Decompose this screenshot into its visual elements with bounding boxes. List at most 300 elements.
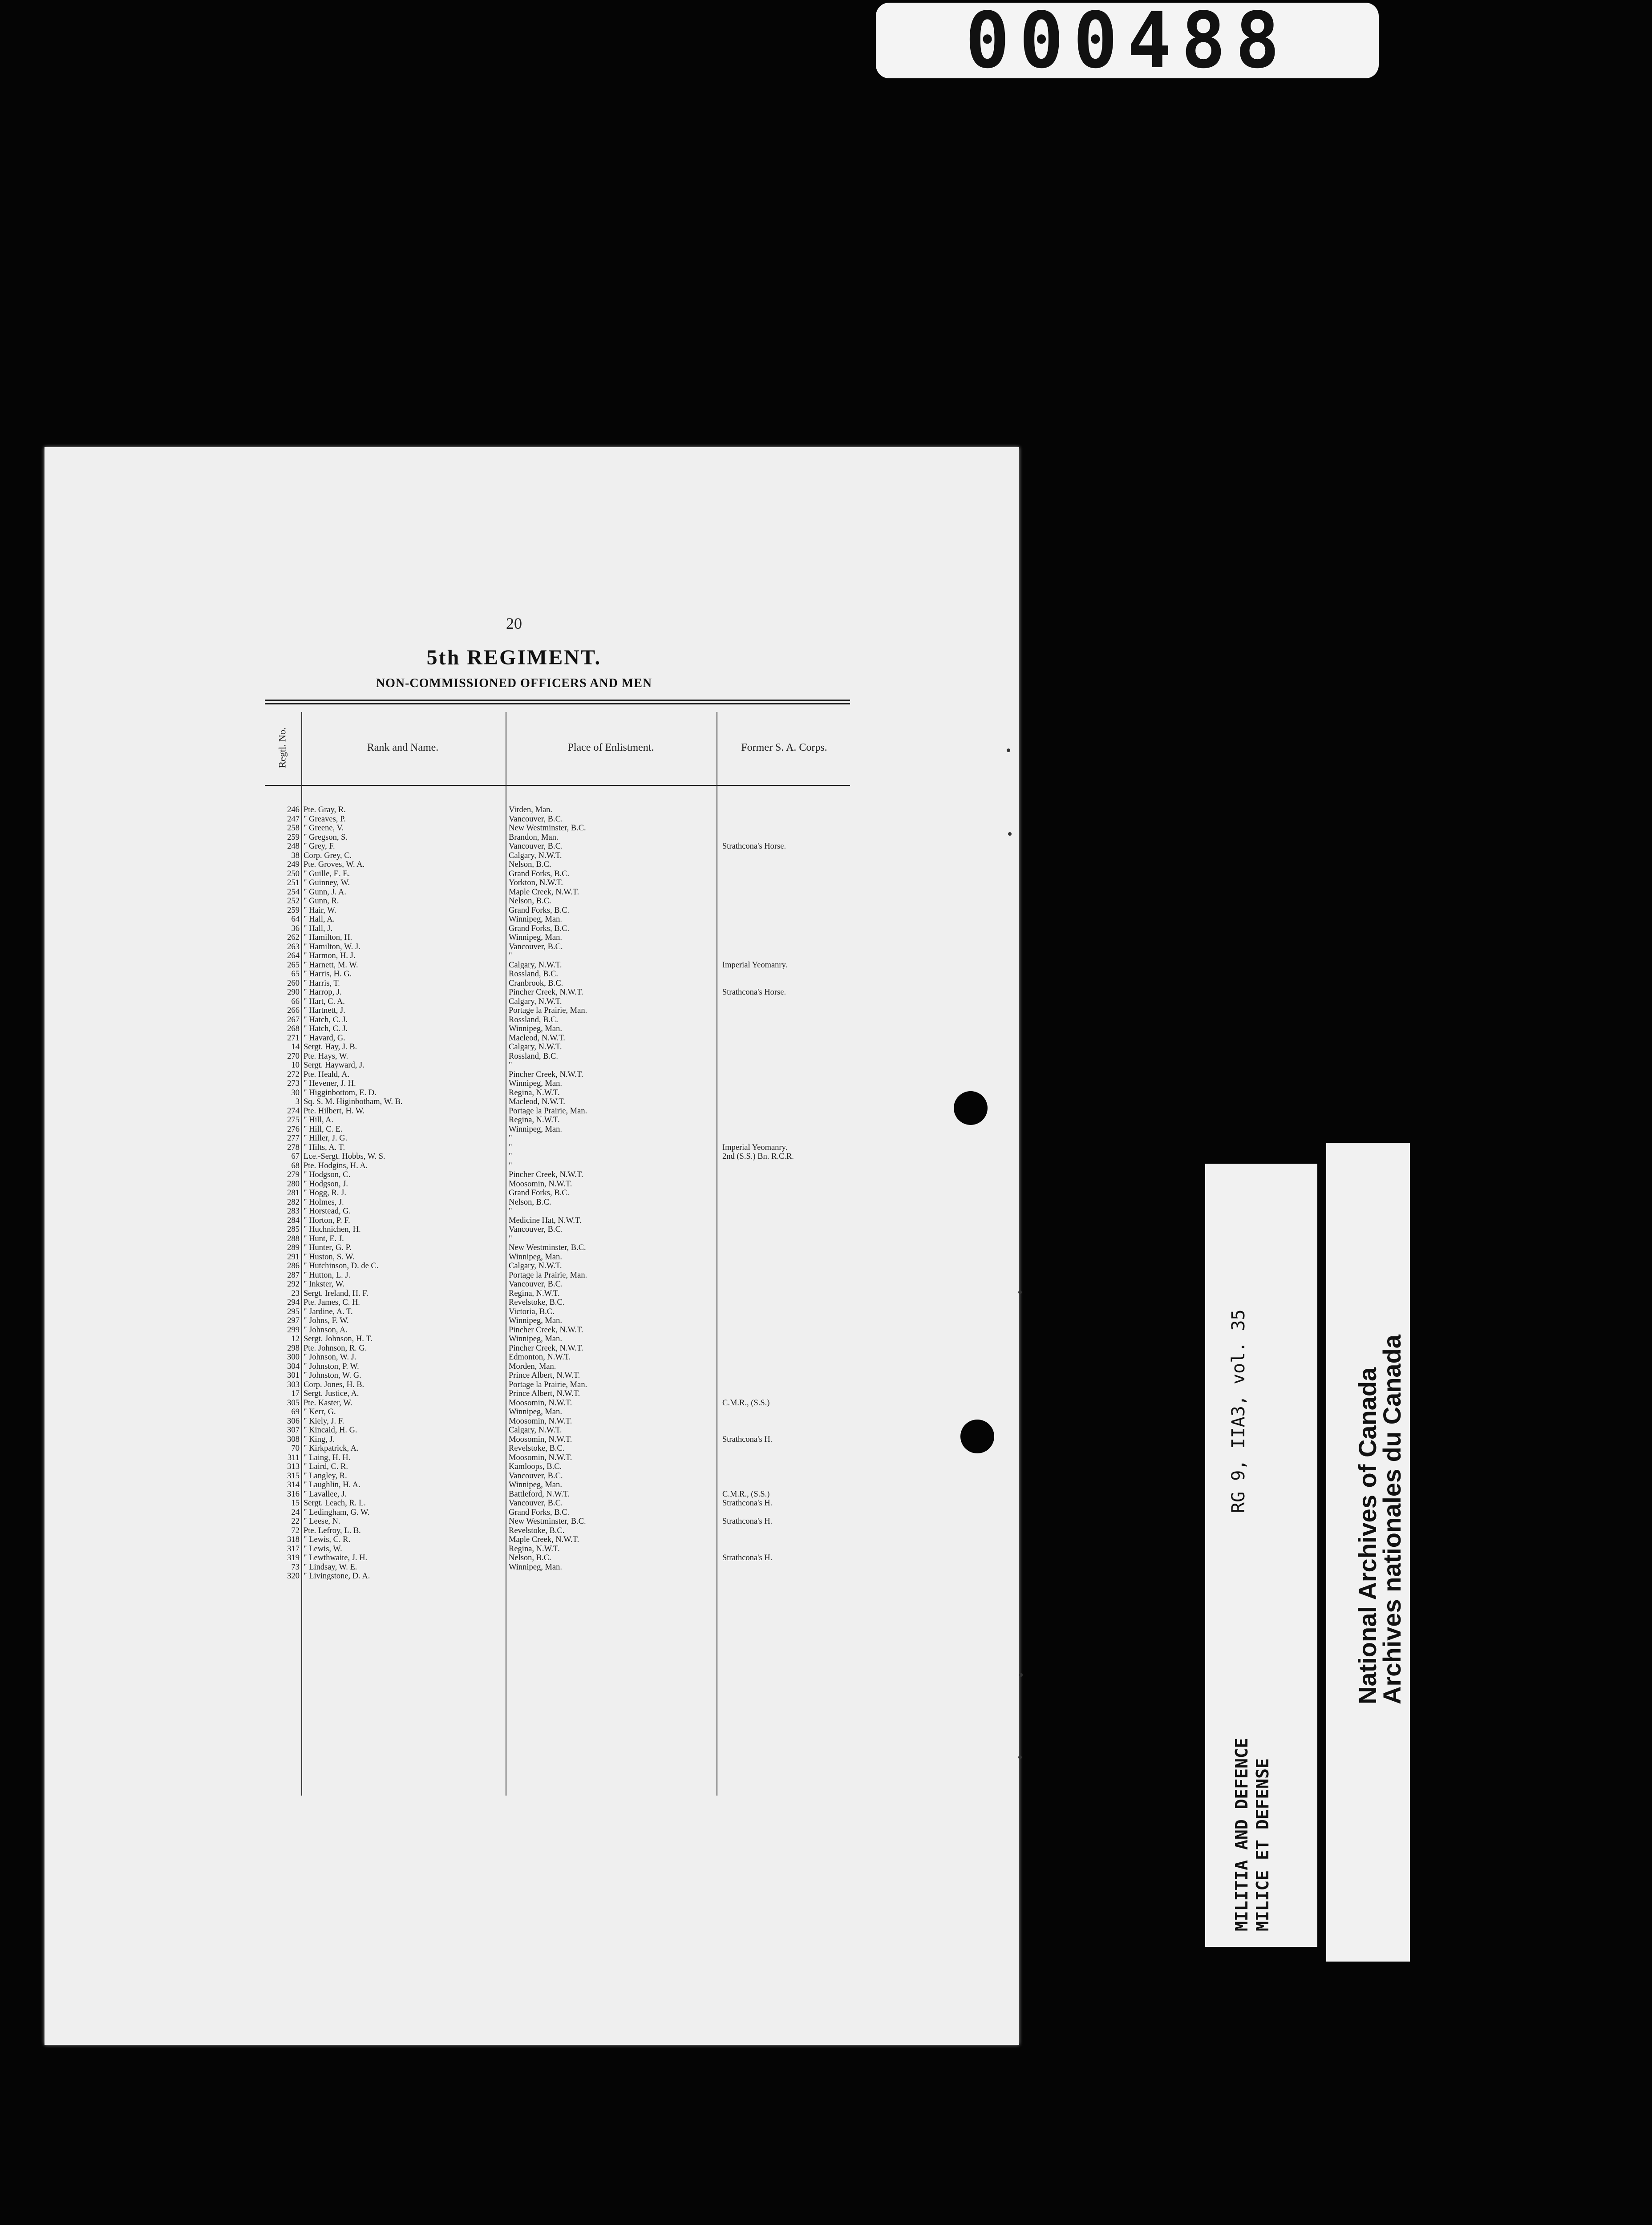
place-of-enlistment: Winnipeg, Man.	[509, 1316, 562, 1325]
regtl-number: 68	[291, 1161, 300, 1170]
place-of-enlistment: Rossland, B.C.	[509, 1052, 559, 1061]
rank-name: Sq. S. M. Higinbotham, W. B.	[304, 1097, 403, 1106]
regtl-number: 262	[287, 933, 300, 942]
table-row	[265, 1015, 852, 1025]
table-row	[265, 805, 852, 815]
table-row	[265, 1161, 852, 1171]
section-subtitle: NON-COMMISSIONED OFFICERS AND MEN	[376, 676, 652, 690]
table-row	[265, 1070, 852, 1080]
rank-name: " Lewis, W.	[304, 1544, 342, 1553]
regtl-number: 277	[287, 1134, 300, 1143]
table-row	[265, 860, 852, 870]
place-of-enlistment: Rossland, B.C.	[509, 1015, 559, 1024]
table-row	[265, 851, 852, 861]
regtl-number: 247	[287, 814, 300, 824]
regtl-number: 30	[291, 1088, 300, 1097]
rank-name: " Laughlin, H. A.	[304, 1481, 360, 1489]
table-row	[265, 1472, 852, 1481]
regtl-number: 301	[287, 1371, 300, 1380]
table-row	[265, 1417, 852, 1426]
place-of-enlistment: Maple Creek, N.W.T.	[509, 887, 579, 897]
rank-name: " Harrop, J.	[304, 988, 342, 997]
place-of-enlistment: Revelstoke, B.C.	[509, 1444, 565, 1453]
rank-name: " Higginbottom, E. D.	[304, 1088, 377, 1097]
place-of-enlistment: Winnipeg, Man.	[509, 1481, 562, 1489]
rank-name: " Hamilton, W. J.	[304, 942, 360, 951]
regtl-number: 263	[287, 942, 300, 951]
table-row	[265, 1243, 852, 1253]
page-number: 20	[506, 615, 522, 632]
table-row	[265, 1079, 852, 1088]
table-row	[265, 1125, 852, 1134]
table-row	[265, 1453, 852, 1463]
institution-name-en: National Archives of Canada	[1353, 1367, 1381, 1704]
rank-name: Pte. Hays, W.	[304, 1052, 348, 1061]
table-row	[265, 924, 852, 934]
regtl-number: 273	[287, 1079, 300, 1088]
table-row	[265, 1107, 852, 1116]
rank-name: Pte. Kaster, W.	[304, 1398, 352, 1408]
table-row	[265, 951, 852, 961]
rank-name: " Huchnichen, H.	[304, 1225, 361, 1234]
table-row	[265, 1389, 852, 1399]
place-of-enlistment: Grand Forks, B.C.	[509, 906, 570, 915]
table-row	[265, 1535, 852, 1545]
place-of-enlistment: Prince Albert, N.W.T.	[509, 1389, 580, 1398]
table-row	[265, 1225, 852, 1234]
rank-name: " Greene, V.	[304, 824, 344, 833]
place-of-enlistment: Vancouver, B.C.	[509, 1499, 563, 1508]
table-row	[265, 1490, 852, 1499]
rank-name: " Horton, P. F.	[304, 1216, 350, 1225]
table-row	[265, 870, 852, 879]
table-row	[265, 842, 852, 851]
table-row	[265, 1344, 852, 1353]
place-of-enlistment: "	[509, 1143, 512, 1152]
regtl-number: 275	[287, 1116, 300, 1125]
regtl-number: 308	[287, 1435, 300, 1444]
regtl-number: 260	[287, 979, 300, 988]
rank-name: " Johnston, P. W.	[304, 1362, 359, 1371]
table-row	[265, 1262, 852, 1271]
table-row	[265, 888, 852, 897]
regtl-number: 67	[291, 1152, 300, 1161]
place-of-enlistment: Moosomin, N.W.T.	[509, 1435, 572, 1444]
table-row	[265, 1043, 852, 1052]
table-row	[265, 1371, 852, 1380]
regiment-title: 5th REGIMENT.	[426, 646, 602, 669]
frame-counter	[876, 0, 1379, 85]
place-of-enlistment: Pincher Creek, N.W.T.	[509, 1343, 583, 1353]
regtl-number: 313	[287, 1462, 300, 1471]
former-corps: Strathcona's Horse.	[722, 988, 786, 997]
rank-name: Pte. Gray, R.	[304, 805, 346, 814]
place-of-enlistment: Pincher Creek, N.W.T.	[509, 1170, 583, 1179]
rank-name: " Harris, T.	[304, 979, 340, 988]
place-of-enlistment: Medicine Hat, N.W.T.	[509, 1216, 582, 1225]
table-row	[265, 1271, 852, 1280]
page-mark	[1018, 1756, 1022, 1759]
table-row	[265, 1216, 852, 1226]
rank-name: " Johnson, A.	[304, 1325, 348, 1335]
place-of-enlistment: Cranbrook, B.C.	[509, 979, 563, 988]
rank-name: " Lindsay, W. E.	[304, 1562, 357, 1572]
place-of-enlistment: Winnipeg, Man.	[509, 933, 562, 942]
place-of-enlistment: Yorkton, N.W.T.	[509, 878, 563, 887]
regtl-number: 270	[287, 1052, 300, 1061]
table-row	[265, 1335, 852, 1344]
former-corps: Imperial Yeomanry.	[722, 960, 788, 970]
table-row	[265, 1444, 852, 1453]
place-of-enlistment: "	[509, 1152, 512, 1161]
rank-name: " Hall, J.	[304, 924, 333, 933]
place-of-enlistment: Moosomin, N.W.T.	[509, 1416, 572, 1426]
place-of-enlistment: Winnipeg, Man.	[509, 1562, 562, 1572]
regtl-number: 268	[287, 1024, 300, 1033]
regtl-number: 314	[287, 1481, 300, 1489]
place-of-enlistment: Winnipeg, Man.	[509, 1125, 562, 1134]
header-regtl-no: Regtl. No.	[277, 727, 288, 768]
table-row	[265, 1034, 852, 1043]
rank-name: " Laing, H. H.	[304, 1453, 351, 1462]
page-mark	[1008, 832, 1012, 836]
table-row	[265, 897, 852, 906]
header-rank-name: Rank and Name.	[367, 741, 439, 753]
table-row	[265, 970, 852, 979]
place-of-enlistment: Winnipeg, Man.	[509, 1408, 562, 1416]
place-of-enlistment: Maple Creek, N.W.T.	[509, 1535, 579, 1544]
table-row	[265, 1326, 852, 1335]
place-of-enlistment: Winnipeg, Man.	[509, 1335, 562, 1343]
regtl-number: 65	[291, 970, 300, 979]
archive-label-line2: MILICE ET DEFENSE	[1253, 1758, 1272, 1931]
former-corps: Imperial Yeomanry.	[722, 1143, 788, 1152]
place-of-enlistment: Vancouver, B.C.	[509, 942, 563, 951]
place-of-enlistment: Grand Forks, B.C.	[509, 1189, 570, 1197]
rank-name: Pte. James, C. H.	[304, 1298, 360, 1307]
rank-name: " Hatch, C. J.	[304, 1015, 348, 1024]
regtl-number: 15	[291, 1499, 300, 1508]
place-of-enlistment: New Westminster, B.C.	[509, 1243, 586, 1252]
regtl-number: 249	[287, 860, 300, 869]
table-row	[265, 1435, 852, 1444]
place-of-enlistment: Pincher Creek, N.W.T.	[509, 988, 583, 997]
table-row	[265, 1517, 852, 1526]
regtl-number: 283	[287, 1207, 300, 1216]
rank-name: " Huston, S. W.	[304, 1252, 355, 1262]
binder-hole	[954, 1091, 988, 1125]
table-row	[265, 1143, 852, 1153]
former-corps: Strathcona's H.	[722, 1435, 773, 1444]
rank-name: " Hall, A.	[304, 915, 335, 924]
regtl-number: 14	[291, 1043, 300, 1052]
former-corps: Strathcona's Horse.	[722, 842, 786, 851]
rank-name: " Havard, G.	[304, 1033, 345, 1043]
regtl-number: 22	[291, 1517, 300, 1526]
header-rule-top	[265, 700, 850, 701]
institution-name-fr: Archives nationales du Canada	[1378, 1335, 1406, 1704]
table-row	[265, 933, 852, 943]
place-of-enlistment: Nelson, B.C.	[509, 897, 551, 906]
rank-name: " Hutton, L. J.	[304, 1270, 351, 1280]
table-row	[265, 1563, 852, 1572]
regtl-number: 259	[287, 906, 300, 915]
place-of-enlistment: Regina, N.W.T.	[509, 1088, 560, 1097]
table-row	[265, 1462, 852, 1472]
former-corps: C.M.R., (S.S.)	[722, 1398, 770, 1408]
place-of-enlistment: Portage la Prairie, Man.	[509, 1106, 587, 1116]
table-row	[265, 1207, 852, 1216]
rank-name: " Hartnett, J.	[304, 1006, 345, 1015]
table-row	[265, 1152, 852, 1161]
rank-name: " Leese, N.	[304, 1517, 340, 1526]
table-row	[265, 906, 852, 915]
regtl-number: 295	[287, 1307, 300, 1316]
rank-name: " Inkster, W.	[304, 1280, 345, 1289]
table-row	[265, 824, 852, 833]
place-of-enlistment: Grand Forks, B.C.	[509, 924, 570, 933]
place-of-enlistment: Prince Albert, N.W.T.	[509, 1371, 580, 1380]
rank-name: " Hiller, J. G.	[304, 1134, 348, 1143]
rank-name: Pte. Johnson, R. G.	[304, 1343, 367, 1353]
rank-name: " Lewis, C. R.	[304, 1535, 351, 1544]
regtl-number: 290	[287, 988, 300, 997]
former-corps: Strathcona's H.	[722, 1517, 773, 1526]
table-row	[265, 1234, 852, 1244]
place-of-enlistment: Vancouver, B.C.	[509, 842, 563, 851]
regtl-number: 311	[287, 1453, 300, 1462]
place-of-enlistment: Vancouver, B.C.	[509, 1471, 563, 1481]
place-of-enlistment: Regina, N.W.T.	[509, 1289, 560, 1298]
place-of-enlistment: Battleford, N.W.T.	[509, 1489, 570, 1499]
table-row	[265, 878, 852, 888]
rank-name: " Kiely, J. F.	[304, 1416, 344, 1426]
place-of-enlistment: "	[509, 1161, 512, 1170]
table-row	[265, 1088, 852, 1098]
rank-name: " Hutchinson, D. de C.	[304, 1262, 379, 1270]
place-of-enlistment: Calgary, N.W.T.	[509, 997, 562, 1006]
rank-name: " Hair, W.	[304, 906, 336, 915]
table-row	[265, 1353, 852, 1362]
rank-name: Corp. Jones, H. B.	[304, 1380, 364, 1389]
regtl-number: 316	[287, 1489, 300, 1499]
place-of-enlistment: Virden, Man.	[509, 805, 553, 814]
place-of-enlistment: Winnipeg, Man.	[509, 1079, 562, 1088]
rank-name: " Grey, F.	[304, 842, 335, 851]
table-row	[265, 997, 852, 1007]
table-row	[265, 1426, 852, 1435]
regtl-number: 265	[287, 960, 300, 970]
header-corps: Former S. A. Corps.	[741, 741, 827, 753]
rank-name: " Jardine, A. T.	[304, 1307, 353, 1316]
table-row	[265, 1180, 852, 1189]
rank-name: " Hill, C. E.	[304, 1125, 343, 1134]
table-row	[265, 1399, 852, 1408]
regtl-number: 274	[287, 1106, 300, 1116]
place-of-enlistment: Calgary, N.W.T.	[509, 1043, 562, 1052]
regtl-number: 278	[287, 1143, 300, 1152]
regtl-number: 318	[287, 1535, 300, 1544]
regtl-number: 72	[291, 1526, 300, 1535]
rank-name: " King, J.	[304, 1435, 335, 1444]
table-row	[265, 988, 852, 997]
table-row	[265, 979, 852, 988]
header-place: Place of Enlistment.	[567, 741, 654, 753]
table-row	[265, 1298, 852, 1307]
table-row	[265, 1006, 852, 1015]
regtl-number: 292	[287, 1280, 300, 1289]
table-row	[265, 1280, 852, 1289]
regtl-number: 294	[287, 1298, 300, 1307]
regtl-number: 279	[287, 1170, 300, 1179]
regtl-number: 297	[287, 1316, 300, 1325]
table-row	[265, 1499, 852, 1508]
place-of-enlistment: Calgary, N.W.T.	[509, 851, 562, 860]
archive-reference: RG 9, IIA3, vol. 35	[1228, 1309, 1249, 1513]
place-of-enlistment: Portage la Prairie, Man.	[509, 1380, 587, 1389]
archive-label-line1: MILITIA AND DEFENCE	[1232, 1738, 1251, 1931]
table-row	[265, 1289, 852, 1299]
former-corps: Strathcona's H.	[722, 1553, 773, 1562]
regtl-number: 304	[287, 1362, 300, 1371]
place-of-enlistment: "	[509, 1134, 512, 1143]
regtl-number: 10	[291, 1061, 300, 1070]
rank-name: " Langley, R.	[304, 1471, 347, 1481]
rank-name: " Johns, F. W.	[304, 1316, 349, 1325]
rank-name: " Hart, C. A.	[304, 997, 345, 1006]
table-row	[265, 1170, 852, 1180]
rank-name: " Gregson, S.	[304, 833, 348, 842]
place-of-enlistment: Calgary, N.W.T.	[509, 1426, 562, 1435]
regtl-number: 272	[287, 1070, 300, 1079]
place-of-enlistment: Vancouver, B.C.	[509, 1280, 563, 1289]
place-of-enlistment: "	[509, 1207, 512, 1216]
table-row	[265, 815, 852, 824]
regtl-number: 66	[291, 997, 300, 1006]
rank-name: " Hamilton, H.	[304, 933, 352, 942]
former-corps: 2nd (S.S.) Bn. R.C.R.	[722, 1152, 794, 1161]
table-row	[265, 1408, 852, 1417]
table-row	[265, 1545, 852, 1554]
regtl-number: 271	[287, 1033, 300, 1043]
rank-name: " Kincaid, H. G.	[304, 1426, 357, 1435]
rank-name: " Hunt, E. J.	[304, 1234, 344, 1243]
table-row	[265, 1316, 852, 1326]
table-row	[265, 1481, 852, 1490]
regtl-number: 288	[287, 1234, 300, 1243]
rank-name: Sergt. Ireland, H. F.	[304, 1289, 368, 1298]
rank-name: " Hodgson, J.	[304, 1179, 348, 1189]
rank-name: Lce.-Sergt. Hobbs, W. S.	[304, 1152, 385, 1161]
place-of-enlistment: New Westminster, B.C.	[509, 824, 586, 833]
rank-name: Pte. Lefroy, L. B.	[304, 1526, 361, 1535]
place-of-enlistment: Moosomin, N.W.T.	[509, 1179, 572, 1189]
table-row	[265, 961, 852, 970]
regtl-number: 282	[287, 1197, 300, 1207]
place-of-enlistment: Portage la Prairie, Man.	[509, 1270, 587, 1280]
former-corps: Strathcona's H.	[722, 1499, 773, 1508]
place-of-enlistment: Morden, Man.	[509, 1362, 556, 1371]
rank-name: " Hodgson, C.	[304, 1170, 351, 1179]
regtl-number: 246	[287, 805, 300, 814]
regtl-number: 70	[291, 1444, 300, 1453]
regtl-number: 299	[287, 1325, 300, 1335]
rank-name: " Guinney, W.	[304, 878, 350, 887]
regtl-number: 291	[287, 1252, 300, 1262]
place-of-enlistment: Portage la Prairie, Man.	[509, 1006, 587, 1015]
rank-name: " Lewthwaite, J. H.	[304, 1553, 368, 1562]
place-of-enlistment: Moosomin, N.W.T.	[509, 1453, 572, 1462]
place-of-enlistment: Calgary, N.W.T.	[509, 1262, 562, 1270]
place-of-enlistment: Winnipeg, Man.	[509, 1024, 562, 1033]
place-of-enlistment: Grand Forks, B.C.	[509, 869, 570, 878]
place-of-enlistment: Nelson, B.C.	[509, 1197, 551, 1207]
table-row	[265, 1052, 852, 1061]
regtl-number: 286	[287, 1262, 300, 1270]
table-row	[265, 1508, 852, 1517]
rank-name: Sergt. Leach, R. L.	[304, 1499, 366, 1508]
regtl-number: 305	[287, 1398, 300, 1408]
place-of-enlistment: New Westminster, B.C.	[509, 1517, 586, 1526]
rank-name: " Harris, H. G.	[304, 970, 352, 979]
regtl-number: 250	[287, 869, 300, 878]
regtl-number: 284	[287, 1216, 300, 1225]
regtl-number: 36	[291, 924, 300, 933]
place-of-enlistment: Moosomin, N.W.T.	[509, 1398, 572, 1408]
table-row	[265, 1097, 852, 1107]
regtl-number: 38	[291, 851, 300, 860]
page-mark	[1019, 1673, 1023, 1677]
rank-name: " Hunter, G. P.	[304, 1243, 352, 1252]
table-row	[265, 1553, 852, 1563]
place-of-enlistment: "	[509, 951, 512, 960]
regtl-number: 251	[287, 878, 300, 887]
rank-name: " Greaves, P.	[304, 814, 346, 824]
rank-name: " Hevener, J. H.	[304, 1079, 356, 1088]
table-row	[265, 1526, 852, 1536]
table-row	[265, 1116, 852, 1125]
regtl-number: 298	[287, 1343, 300, 1353]
regtl-number: 285	[287, 1225, 300, 1234]
place-of-enlistment: Grand Forks, B.C.	[509, 1508, 570, 1517]
rank-name: " Harnett, M. W.	[304, 960, 358, 970]
place-of-enlistment: Winnipeg, Man.	[509, 915, 562, 924]
rank-name: " Lavallee, J.	[304, 1489, 347, 1499]
regtl-number: 259	[287, 833, 300, 842]
table-row	[265, 1198, 852, 1207]
regtl-number: 303	[287, 1380, 300, 1389]
table-row	[265, 1380, 852, 1390]
rank-name: " Horstead, G.	[304, 1207, 351, 1216]
regtl-number: 276	[287, 1125, 300, 1134]
rank-name: " Laird, C. R.	[304, 1462, 348, 1471]
regtl-number: 12	[291, 1335, 300, 1343]
rank-name: Pte. Hilbert, H. W.	[304, 1106, 365, 1116]
regtl-number: 69	[291, 1408, 300, 1416]
rank-name: " Gunn, R.	[304, 897, 339, 906]
place-of-enlistment: Vancouver, B.C.	[509, 1225, 563, 1234]
place-of-enlistment: Nelson, B.C.	[509, 1553, 551, 1562]
place-of-enlistment: Winnipeg, Man.	[509, 1252, 562, 1262]
place-of-enlistment: Rossland, B.C.	[509, 970, 559, 979]
rank-name: " Guille, E. E.	[304, 869, 350, 878]
rank-name: " Kirkpatrick, A.	[304, 1444, 359, 1453]
regtl-number: 281	[287, 1189, 300, 1197]
rank-name: " Johnson, W. J.	[304, 1353, 356, 1362]
roster-table	[265, 805, 852, 1581]
rank-name: " Hatch, C. J.	[304, 1024, 348, 1033]
regtl-number: 248	[287, 842, 300, 851]
